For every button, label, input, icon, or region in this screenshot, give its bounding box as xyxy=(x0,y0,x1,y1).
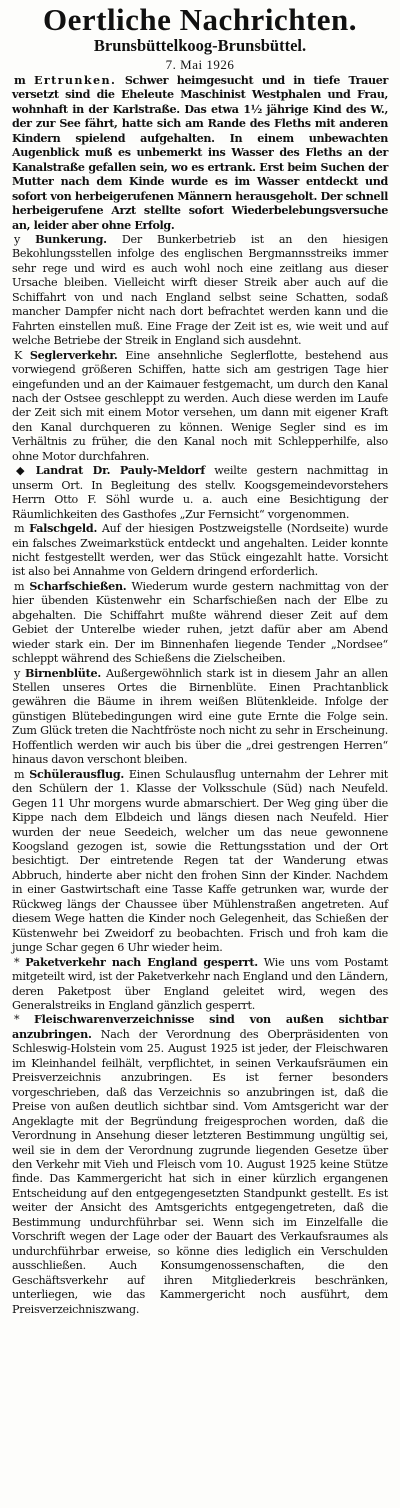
article-marker: y xyxy=(14,232,21,246)
article-marker: m xyxy=(14,74,26,87)
article-headline: Scharfschießen. xyxy=(29,579,127,593)
article-fleischwarenverzeichnisse xyxy=(12,1013,388,1317)
article-marker: m xyxy=(14,579,25,593)
article-headline: Schülerausflug. xyxy=(29,767,125,781)
article-headline: Landrat Dr. Pauly-Meldorf xyxy=(35,464,205,478)
article-body: Nach der Verordnung des Oberpräsidenten von Schleswig-Holstein vom 25. August 1925 ist jeder, der Fleischwaren im Kleinhandel feilhält, verpflichtet, in seinen Verkaufsräumen ein Preisverzeichnis anzubringen. Es ist ferner besonders vorgeschrieben, daß das Verzeichnis so anzubringen ist, daß die Preise von außen deutlich sichtbar sind. Vom Amtsgericht war der Angeklagte mit der Begründung freigesprochen worden, daß die Verordnung in Ansehung dieser letzteren Bestimmung ungültig sei, weil sie in dem der Verordnung zugrunde liegenden Gesetze über den Verkehr mit Vieh und Fleisch vom 10. August 1925 keine Stütze finde. Das Kammergericht hat sich in einer kürzlich ergangenen Entscheidung auf den entgegengesetzten Standpunkt gestellt. Es ist weiter der Ansicht des Amtsgerichts entgegengetreten, daß die Bestimmung undurchführbar sei. Wenn sich im Einzelfalle die Vorschrift wegen der Lage oder der Bauart des Verkaufsraumes als undurchführbar erweise, so könne dies lediglich ein Verschulden ausschließen. Auch Konsumgenossenschaften, die den Geschäftsverkehr auf ihren Mitgliederkreis beschränken, unterliegen, wie das Kammergericht noch ausführt, dem Preisverzeichniszwang. xyxy=(12,1027,388,1316)
article-bunkerung xyxy=(12,233,388,349)
diamond-icon: ◆ xyxy=(16,464,25,478)
article-body: Wie uns vom Postamt mitgeteilt wird, ist der Paketverkehr nach England und den Ländern, deren Paketpost über England geleitet wird, wegen des Generalstreiks in England gänzlich gesperrt. xyxy=(12,955,389,1012)
article-marker: m xyxy=(14,522,25,536)
article-scharfschiessen xyxy=(12,580,388,667)
page-subtitle: Brunsbüttelkoog-Brunsbüttel. xyxy=(93,36,307,55)
article-headline: Ertrunken. xyxy=(33,74,117,87)
article-birnenbluete xyxy=(12,667,388,768)
article-marker: y xyxy=(14,666,21,680)
article-schuelerausflug xyxy=(12,768,388,956)
article-body: Schwer heimgesucht und in tiefe Trauer versetzt sind die Eheleute Maschinist Westphalen und Frau, wohnhaft in der Karlstraße. Das etwa 1½ jährige Kind des W., der zur See fährt, hatte sich am Rande des Fleths mit anderen Kindern spielend aufgehalten. In einem unbewachten Augenblick muß es unbemerkt ins Wasser des Fleths an der Kanalstraße gefallen sein, wo es ertrank. Erst beim Suchen der Mutter nach dem Kinde wurde es im Wasser entdeckt und sofort von herbeigerufenen Männern herausgeholt. Der schnell herbeigerufene Arzt stellte sofort Wiederbelebungsversuche an, leider aber ohne Erfolg. xyxy=(12,74,388,232)
article-marker: * xyxy=(14,1013,20,1027)
article-marker: K xyxy=(14,348,23,362)
article-headline: Paketverkehr nach England gesperrt. xyxy=(25,955,258,969)
article-ertrunken xyxy=(12,74,388,233)
article-falschgeld xyxy=(12,522,388,580)
article-seglerverkehr xyxy=(12,349,388,465)
article-body: weilte gestern nachmittag in unserm Ort. In Begleitung des stellv. Koogsgemeindevorstehers Herrn Otto F. Söhl wurde u. a. auch eine Besichtigung der Räumlichkeiten des Gasthofes „Zur Fernsicht“ vorgenommen. xyxy=(12,464,389,521)
article-body: Einen Schulausflug unternahm der Lehrer mit den Schülern der 1. Klasse der Volksschule (Süd) nach Neufeld. Gegen 11 Uhr morgens wurde abmarschiert. Der Weg ging über die Kippe nach dem Elbdeich und längs diesen nach Neufeld. Hier wurden der neue Seedeich, welcher um das neue gewonnene Koogsland gezogen ist, sowie die Rettungsstation und der Ort besichtigt. Der eintretende Regen tat der Wanderung etwas Abbruch, hinderte aber nicht den frohen Sinn der Kinder. Nachdem in einer Gastwirtschaft eine Tasse Kaffe getrunken war, wurde der Rückweg längs der Chaussee über Mühlenstraßen angetreten. Auf diesem Wege hatten die Kinder noch Gelegenheit, das Schießen der Küstenwehr bei Zweidorf zu beobachten. Frisch und froh kam die junge Schar gegen 6 Uhr wieder heim. xyxy=(12,767,388,955)
article-headline: Bunkerung. xyxy=(35,232,107,246)
article-headline: Falschgeld. xyxy=(29,522,98,536)
article-paketverkehr xyxy=(12,956,388,1014)
article-landrat xyxy=(12,464,388,522)
masthead xyxy=(12,4,388,74)
article-marker: * xyxy=(14,955,20,969)
issue-date: 7. Mai 1926 xyxy=(165,57,235,72)
article-marker: m xyxy=(14,767,25,781)
page-title: Oertliche Nachrichten. xyxy=(42,2,358,37)
article-body: Wiederum wurde gestern nachmittag von der hier übenden Küstenwehr ein Scharfschießen nach der Elbe zu abgehalten. Die Schiffahrt mußte während dieser Zeit auf dem Gebiet der Unterelbe wieder ruhen, jetzt dafür aber am Abend wieder stark ein. Der im Binnenhafen liegende Tender „Nordsee“ schleppt während des Schießens die Zielscheiben. xyxy=(12,579,388,666)
article-body: Auf der hiesigen Postzweigstelle (Nordseite) wurde ein falsches Zweimarkstück entdeckt und angehalten. Leider konnte nicht festgestellt werden, wer das Stück eingezahlt hatte. Vorsicht ist also bei Annahme von Geldern dringend erforderlich. xyxy=(12,522,389,579)
article-body: Der Bunkerbetrieb ist an den hiesigen Bekohlungsstellen infolge des englischen Bergmannsstreiks immer sehr rege und wird es auch wohl noch eine zeitlang aus dieser Ursache bleiben. Vielleicht wirft dieser Streik aber auch auf die Schiffahrt von und nach England selbst seine Schatten, sodaß mancher Dampfer nicht nach dort befrachtet werden kann und die Fahrten einstellen muß. Eine Frage der Zeit ist es, wie weit und auf welche Betriebe der Streik in England sich ausdehnt. xyxy=(12,232,388,348)
article-body: Eine ansehnliche Seglerflotte, bestehend aus vorwiegend größeren Schiffen, hatte sich am gestrigen Tage hier eingefunden und an der Kaimauer festgemacht, um durch den Kanal nach der Ostsee geschleppt zu werden. Auch diese werden im Laufe der Zeit sich mit einem Motor versehen, um dann mit eigener Kraft den Kanal durchqueren zu können. Wenige Segler sind es im Verhältnis zu früher, die den Kanal noch mit Schlepperhilfe, also ohne Motor durchfahren. xyxy=(12,348,389,463)
article-headline: Seglerverkehr. xyxy=(29,348,118,362)
article-headline: Fleischwarenverzeichnisse sind von außen sichtbar anzubringen. xyxy=(12,1013,389,1041)
article-body: Außergewöhnlich stark ist in diesem Jahr an allen Stellen unseres Ortes die Birnenblüte. Einen Prachtanblick gewähren die Bäume in ihrem weißen Blütenkleide. Infolge der günstigen Blütebedingungen wird eine gute Ernte die Folge sein. Zum Glück treten die Nachtfröste noch nicht zu sehr in Erscheinung. Hoffentlich werden wir auch bis über die „drei gestrengen Herren“ hinaus davon verschont bleiben. xyxy=(12,666,388,767)
article-headline: Birnenblüte. xyxy=(24,666,102,680)
